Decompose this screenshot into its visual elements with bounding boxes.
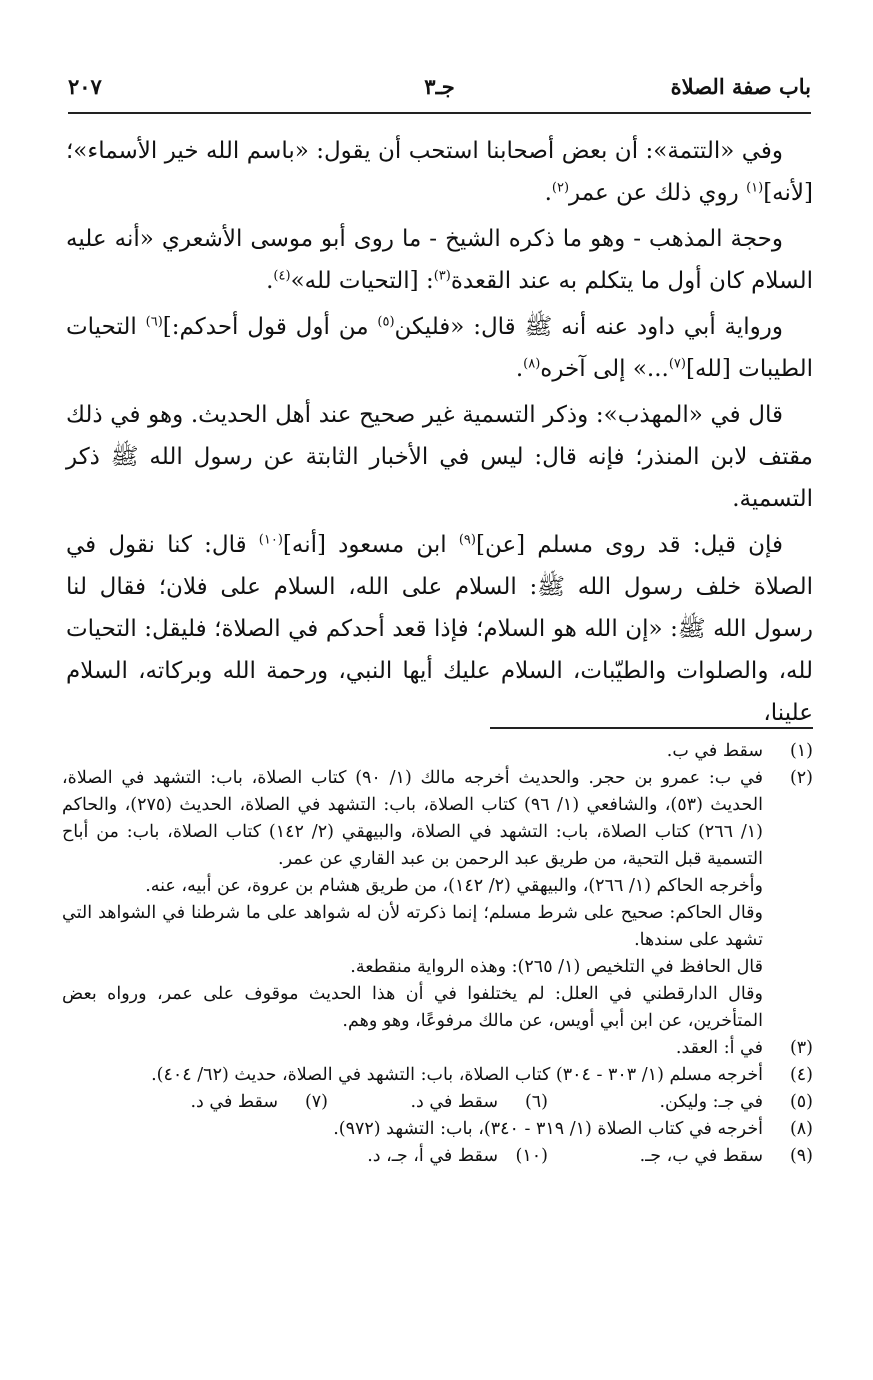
paragraph (66, 218, 813, 302)
footnote-8 (62, 1116, 813, 1143)
chapter-title: باب صفة الصلاة (670, 74, 811, 99)
footnote-2-continuation: قال الحافظ في التلخيص (١/ ٢٦٥): وهذه الرواية منقطعة. (350, 957, 763, 977)
footnote-row (62, 1143, 813, 1170)
footnote-text: في ب: عمرو بن حجر. والحديث أخرجه مالك (١/ ٩٠) كتاب الصلاة، باب: التشهد في الصلاة، الحديث (٥٣)، والشافعي (١/ ٩٦) كتاب الصلاة، باب: التشهد في الصلاة، الحديث (٢٧٥)، والحاكم (١/ ٢٦٦) كتاب الصلاة، باب: التشهد في الصلاة، والبيهقي (٢/ ١٤٢) كتاب الصلاة، باب: من أباح التسمية قبل التحية، من طريق عبد الرحمن بن عبد القاري عن عمر. (62, 768, 763, 869)
footnote-marker: (٧) (668, 356, 686, 372)
footnote-number: (٦) (524, 1092, 548, 1112)
paragraph (66, 524, 813, 734)
footnotes (62, 738, 813, 1170)
footnote-number: (١) (789, 741, 813, 761)
footnote-marker: (٥) (377, 314, 395, 330)
paragraph-text: . (515, 356, 524, 382)
footnote-2-continuation: وأخرجه الحاكم (١/ ٢٦٦)، والبيهقي (٢/ ١٤٢)، من طريق هشام بن عروة، عن أبيه، عنه. (145, 876, 763, 896)
paragraph (66, 394, 813, 520)
page-header (68, 70, 811, 110)
footnote-10 (283, 1143, 548, 1170)
footnote-marker: (٨) (523, 356, 541, 372)
footnote-number: (٩) (789, 1146, 813, 1166)
footnote-number: (٨) (789, 1119, 813, 1139)
header-divider (68, 112, 811, 114)
footnote-9 (548, 1143, 813, 1170)
footnote-6 (328, 1089, 548, 1116)
footnote-2-continuation: وقال الحاكم: صحيح على شرط مسلم؛ إنما ذكرته لأن له شواهد على ما شرطنا في الشواهد التي تشهد على سندها. (62, 903, 763, 950)
paragraph-text: وفي «التتمة»: أن بعض أصحابنا استحب أن يقول: «باسم الله خير الأسماء»؛ [لأنه] (66, 138, 813, 206)
footnote-text: سقط في ب. (666, 741, 763, 761)
footnote-text: سقط في ب، جـ. (639, 1146, 763, 1166)
footnote-2 (62, 765, 813, 873)
paragraph-text: . (544, 180, 552, 206)
paragraph-text: ابن مسعود [أنه] (282, 532, 459, 558)
main-text (66, 130, 813, 738)
paragraph-text: ...» إلى آخره (540, 356, 669, 382)
footnote-text: أخرجه مسلم (١/ ٣٠٣ - ٣٠٤) كتاب الصلاة، باب: التشهد في الصلاة، حديث (٦٢/ ٤٠٤). (151, 1065, 763, 1085)
paragraph-text: ورواية أبي داود عنه أنه ﷺ قال: «فليكن (394, 314, 783, 340)
footnote-marker: (٦) (145, 314, 163, 330)
footnote-text: سقط في أ، جـ، د. (367, 1146, 498, 1166)
paragraph-text: قال في «المهذب»: وذكر التسمية غير صحيح عند أهل الحديث. وهو في ذلك مقتف لابن المنذر؛ فإنه قال: ليس في الأخبار الثابتة عن رسول الله ﷺ ذكر التسمية. (66, 402, 813, 512)
footnote-number: (٥) (789, 1092, 813, 1112)
footnote-text: في جـ: وليكن. (659, 1092, 763, 1112)
paragraph (66, 306, 813, 390)
footnote-marker: (٣) (433, 268, 451, 284)
footnote-7 (108, 1089, 328, 1116)
paragraph-text: فإن قيل: قد روى مسلم [عن] (475, 532, 783, 558)
footnote-divider (490, 727, 813, 729)
footnote-number: (٣) (789, 1038, 813, 1058)
footnote-3 (62, 1035, 813, 1062)
footnote-text: أخرجه في كتاب الصلاة (١/ ٣١٩ - ٣٤٠)، باب: التشهد (٩٧٢). (333, 1119, 763, 1139)
paragraph-text: روي ذلك عن عمر (569, 180, 747, 206)
paragraph-text: : [التحيات لله» (290, 268, 434, 294)
footnote-number: (١٠) (515, 1146, 548, 1166)
paragraph-text: من أول قول أحدكم:] (162, 314, 378, 340)
footnote-text: سقط في د. (410, 1092, 498, 1112)
footnote-marker: (٤) (273, 268, 291, 284)
volume-number: جـ٣ (424, 74, 455, 99)
footnote-5 (548, 1089, 813, 1116)
footnote-1 (62, 738, 813, 765)
footnote-number: (٤) (789, 1065, 813, 1085)
footnote-2-continuation: وقال الدارقطني في العلل: لم يختلفوا في أن هذا الحديث موقوف على عمر، ورواه بعض المتأخرين، عن ابن أبي أويس، عن مالك مرفوعًا، وهو وهم. (62, 984, 763, 1031)
footnote-number: (٧) (304, 1092, 328, 1112)
page-number: ٢٠٧ (68, 74, 102, 99)
footnote-marker: (١) (746, 180, 764, 196)
paragraph (66, 130, 813, 214)
footnote-row (62, 1089, 813, 1116)
footnote-4 (62, 1062, 813, 1089)
footnote-text: في أ: العقد. (675, 1038, 763, 1058)
footnote-number: (٢) (789, 768, 813, 788)
paragraph-text: . (266, 268, 274, 294)
footnote-marker: (٩) (458, 532, 476, 548)
footnote-marker: (١٠) (258, 532, 283, 548)
footnote-marker: (٢) (551, 180, 570, 196)
paragraph-text: وحجة المذهب - وهو ما ذكره الشيخ - ما روى أبو موسى الأشعري «أنه عليه السلام كان أول ما يتكلم به عند القعدة (66, 226, 813, 294)
paragraph-text: التحيات الطيبات [لله] (66, 314, 813, 382)
paragraph-text: قال: كنا نقول في الصلاة خلف رسول الله ﷺ: السلام على الله، السلام على فلان؛ فقال لنا رسول الله ﷺ: «إن الله هو السلام؛ فإذا قعد أحدكم في الصلاة؛ فليقل: التحيات لله، والصلوات والطيّبات، السلام عليك أيها النبي، ورحمة الله وبركاته، السلام علينا، (66, 532, 813, 726)
footnote-text: سقط في د. (190, 1092, 278, 1112)
